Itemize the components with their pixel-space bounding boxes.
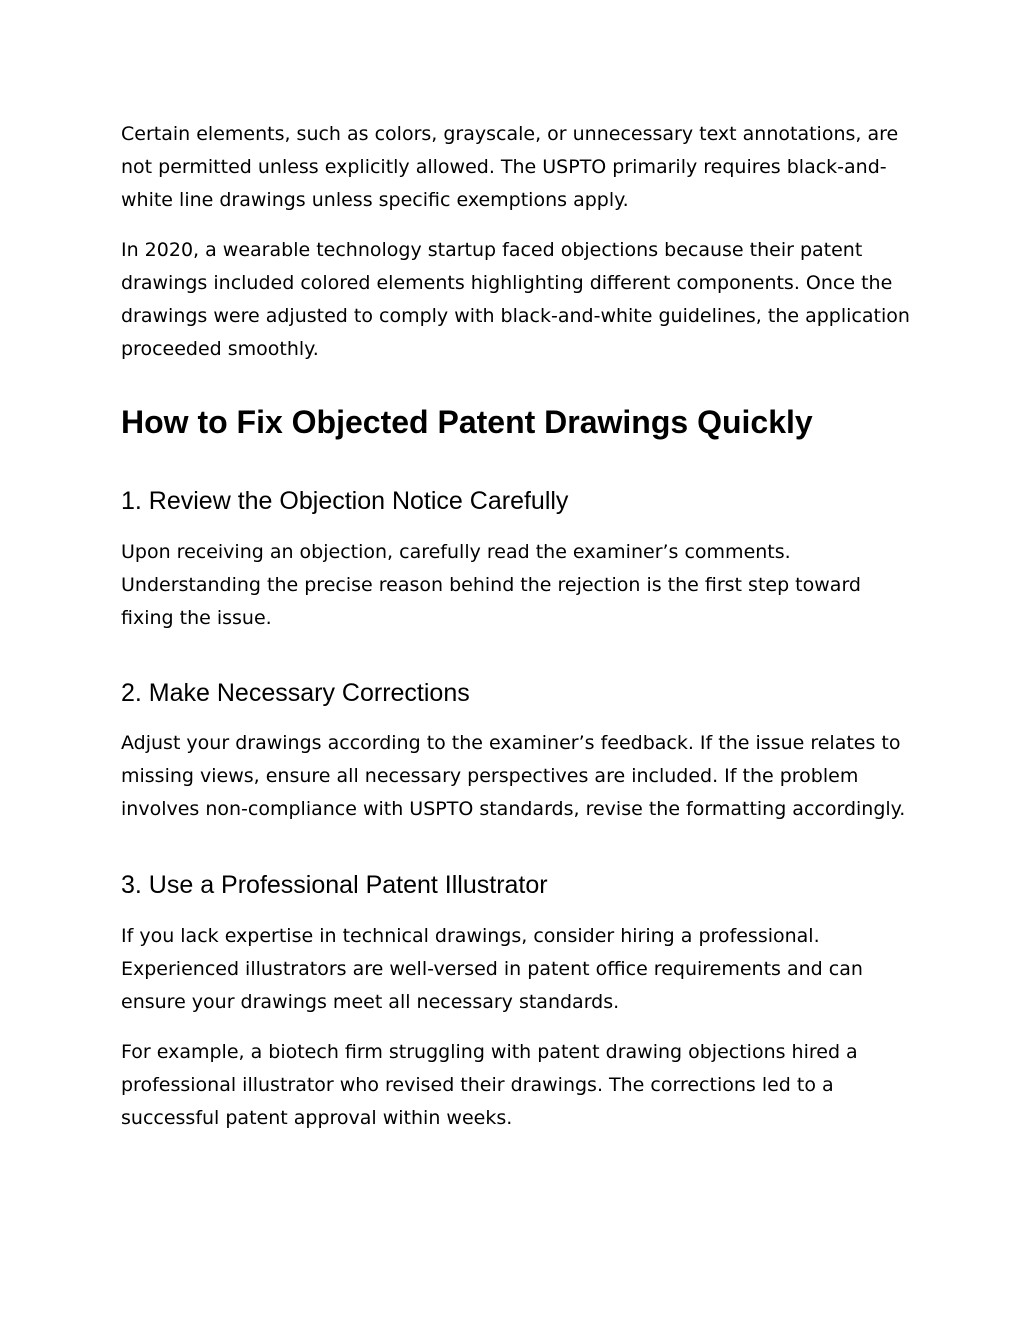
subsection-heading: 2. Make Necessary Corrections	[121, 679, 470, 707]
body-paragraph: Upon receiving an objection, carefully read the examiner’s comments. Understanding the precise reason behind the rejection is the first step toward fixing the issue.	[121, 541, 861, 629]
body-paragraph: If you lack expertise in technical drawings, consider hiring a professional. Experienced illustrators are well-versed in patent office requirements and can ensure your drawings meet all necessary standards.	[121, 925, 863, 1013]
document-page	[121, 118, 911, 1135]
section-title: How to Fix Objected Patent Drawings Quickly	[121, 404, 813, 440]
body-paragraph: For example, a biotech firm struggling with patent drawing objections hired a professional illustrator who revised their drawings. The corrections led to a successful patent approval within weeks.	[121, 1041, 858, 1129]
body-paragraph: Adjust your drawings according to the examiner’s feedback. If the issue relates to missing views, ensure all necessary perspectives are included. If the problem involves non-compliance with USPTO standards, revise the formatting accordingly.	[121, 732, 906, 820]
subsection-heading: 1. Review the Objection Notice Carefully	[121, 487, 569, 515]
subsection-heading: 3. Use a Professional Patent Illustrator	[121, 871, 548, 899]
body-paragraph: Certain elements, such as colors, grayscale, or unnecessary text annotations, are not permitted unless explicitly allowed. The USPTO primarily requires black-and-white line drawings unless specific exemptions apply.	[121, 123, 899, 211]
body-paragraph: In 2020, a wearable technology startup faced objections because their patent drawings included colored elements highlighting different components. Once the drawings were adjusted to comply with black-and-white guidelines, the application proceeded smoothly.	[121, 239, 910, 360]
